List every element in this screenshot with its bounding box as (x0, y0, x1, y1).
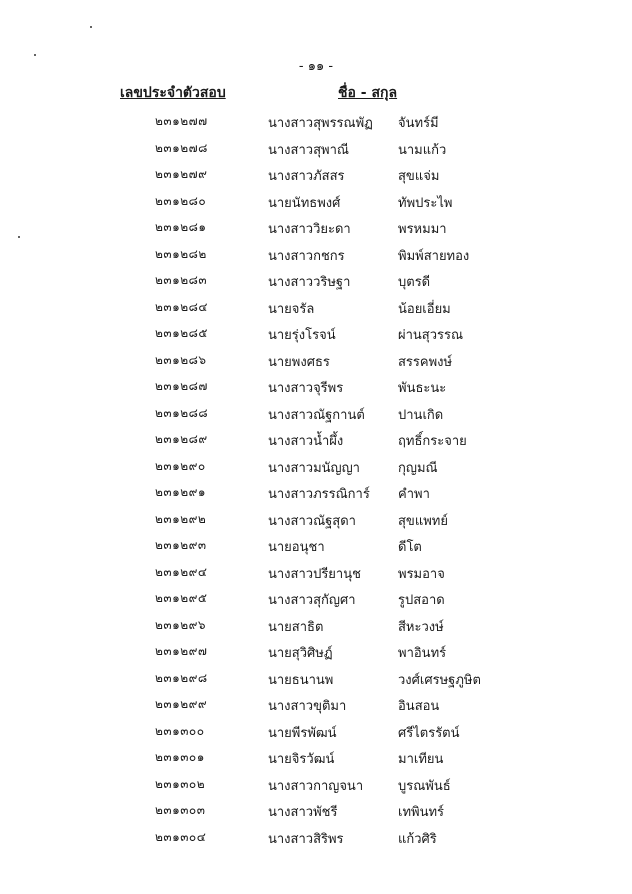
scan-speck (18, 236, 20, 238)
surname: พรมอาจ (398, 566, 445, 582)
surname: จันทร์มี (398, 116, 439, 131)
list-item (0, 744, 632, 771)
surname: ผ่านสุวรรณ (398, 328, 464, 343)
surname: ฤทธิ์กระจาย (398, 434, 467, 449)
first-name: นางสาวสิริพร (268, 831, 344, 847)
exam-id: ๒๓๑๒๙๕ (155, 591, 208, 605)
list-item (0, 241, 632, 268)
first-name: นางสาวสุพรรณพัฏ (268, 116, 373, 131)
first-name: นายรุ่งโรจน์ (268, 328, 336, 343)
first-name: นางสาวกาญจนา (268, 778, 364, 794)
exam-id: ๒๓๑๒๗๙ (155, 167, 208, 181)
exam-id: ๒๓๑๒๙๓ (155, 538, 207, 552)
list-item (0, 479, 632, 506)
exam-id: ๒๓๑๒๘๗ (155, 379, 208, 393)
page-number: - ๑๑ - (298, 59, 334, 74)
candidate-list (0, 108, 632, 850)
exam-id: ๒๓๑๒๘๒ (155, 246, 207, 261)
exam-id: ๒๓๑๒๘๙ (155, 432, 208, 446)
surname: รูปสอาด (398, 593, 445, 608)
surname: บูรณพันธ์ (398, 778, 451, 794)
exam-id: ๒๓๑๒๙๐ (155, 458, 206, 473)
list-item (0, 665, 632, 692)
exam-id: ๒๓๑๓๐๒ (155, 776, 206, 791)
first-name: นางสาวกชกร (268, 248, 345, 264)
first-name: นายอนุชา (268, 540, 325, 555)
first-name: นางสาวจุรีพร (268, 381, 344, 396)
first-name: นางสาวสุพาณี (268, 142, 349, 158)
exam-id: ๒๓๑๓๐๐ (155, 723, 205, 738)
list-item (0, 161, 632, 188)
exam-id: ๒๓๑๓๐๑ (155, 750, 205, 764)
exam-id: ๒๓๑๒๘๐ (155, 193, 207, 208)
surname: นามแก้ว (398, 142, 447, 158)
list-item (0, 214, 632, 241)
list-item (0, 373, 632, 400)
surname: พันธะนะ (398, 381, 447, 396)
surname: อินสอน (398, 699, 440, 714)
list-item (0, 506, 632, 533)
list-item (0, 400, 632, 427)
first-name: นายจิรวัฒน์ (268, 752, 335, 767)
surname: สุขแพทย์ (398, 513, 448, 529)
surname: มาเทียน (398, 752, 444, 767)
first-name: นางสาวพัชรี (268, 805, 338, 820)
list-item (0, 108, 632, 135)
list-item (0, 532, 632, 559)
surname: พาอินทร์ (398, 646, 447, 661)
first-name: นางสาวมนัญญา (268, 460, 360, 476)
exam-id: ๒๓๑๒๘๘ (155, 405, 209, 420)
first-name: นางสาวน้ำผึ้ง (268, 434, 344, 449)
list-item (0, 824, 632, 851)
first-name: นายพงศธร (268, 354, 330, 370)
list-item (0, 320, 632, 347)
exam-id: ๒๓๑๒๘๑ (155, 220, 207, 234)
exam-id: ๒๓๑๒๙๘ (155, 670, 208, 685)
list-item (0, 585, 632, 612)
surname: น้อยเอี่ยม (398, 301, 451, 317)
exam-id: ๒๓๑๒๙๖ (155, 617, 207, 632)
exam-id: ๒๓๑๒๘๓ (155, 273, 208, 287)
surname: ทัพประไพ (398, 195, 453, 211)
exam-id: ๒๓๑๒๙๙ (155, 697, 208, 711)
surname: เทพินทร์ (398, 805, 445, 820)
list-item (0, 771, 632, 798)
first-name: นางสาวปรียานุช (268, 566, 361, 582)
list-item (0, 135, 632, 162)
surname: สีหะวงษ์ (398, 619, 444, 635)
first-name: นางสาวขุติมา (268, 699, 347, 714)
surname: บุตรดี (398, 275, 431, 290)
exam-id: ๒๓๑๓๐๓ (155, 803, 206, 817)
list-item (0, 612, 632, 639)
scan-speck (90, 26, 92, 28)
exam-id: ๒๓๑๓๐๔ (155, 829, 207, 844)
first-name: นายสาธิต (268, 619, 324, 635)
surname: สรรคพงษ์ (398, 354, 453, 370)
list-item (0, 347, 632, 374)
exam-id: ๒๓๑๒๘๖ (155, 352, 207, 367)
surname: พรหมมา (398, 222, 447, 237)
first-name: นายสุวิศิษฏ์ (268, 646, 333, 661)
scan-speck (34, 54, 36, 56)
list-item (0, 267, 632, 294)
first-name: นางสาววริษฐา (268, 275, 351, 290)
exam-id: ๒๓๑๒๙๒ (155, 511, 207, 526)
first-name: นางสาววิยะดา (268, 222, 351, 237)
list-item (0, 691, 632, 718)
list-item (0, 797, 632, 824)
exam-id: ๒๓๑๒๙๔ (155, 564, 208, 579)
surname: แก้วศิริ (398, 831, 437, 847)
exam-id: ๒๓๑๒๘๔ (155, 299, 208, 314)
list-item (0, 294, 632, 321)
first-name: นางสาวสุกัญศา (268, 593, 356, 608)
exam-id: ๒๓๑๒๙๗ (155, 644, 208, 658)
first-name: นายธนานพ (268, 672, 334, 688)
surname: ศรีไตรรัตน์ (398, 725, 460, 741)
first-name: นางสาวภรรณิการ์ (268, 487, 370, 502)
exam-id: ๒๓๑๒๗๗ (155, 114, 208, 128)
surname: คำพา (398, 487, 430, 502)
first-name: นายพีรพัฒน์ (268, 725, 337, 741)
list-item (0, 453, 632, 480)
first-name: นางสาวณัฐกานต์ (268, 407, 365, 423)
list-item (0, 559, 632, 586)
first-name: นายจรัล (268, 301, 315, 317)
exam-id: ๒๓๑๒๘๕ (155, 326, 208, 340)
surname: ดีโต (398, 540, 422, 555)
first-name: นางสาวภัสสร (268, 169, 345, 184)
surname: วงศ์เศรษฐภูษิต (398, 672, 481, 688)
list-item (0, 638, 632, 665)
surname: ปานเกิด (398, 407, 444, 423)
surname: พิมพ์สายทอง (398, 248, 470, 264)
list-item (0, 718, 632, 745)
exam-id: ๒๓๑๒๗๘ (155, 140, 208, 155)
list-item (0, 188, 632, 215)
list-item (0, 426, 632, 453)
surname: กุญมณี (398, 460, 438, 476)
first-name: นางสาวณัฐสุดา (268, 513, 356, 529)
header-exam-id: เลขประจำตัวสอบ (120, 85, 226, 101)
surname: สุขแจ่ม (398, 169, 440, 184)
exam-id: ๒๓๑๒๙๑ (155, 485, 207, 499)
header-full-name: ชื่อ - สกุล (338, 85, 398, 101)
first-name: นายนัทธพงศ์ (268, 195, 341, 211)
